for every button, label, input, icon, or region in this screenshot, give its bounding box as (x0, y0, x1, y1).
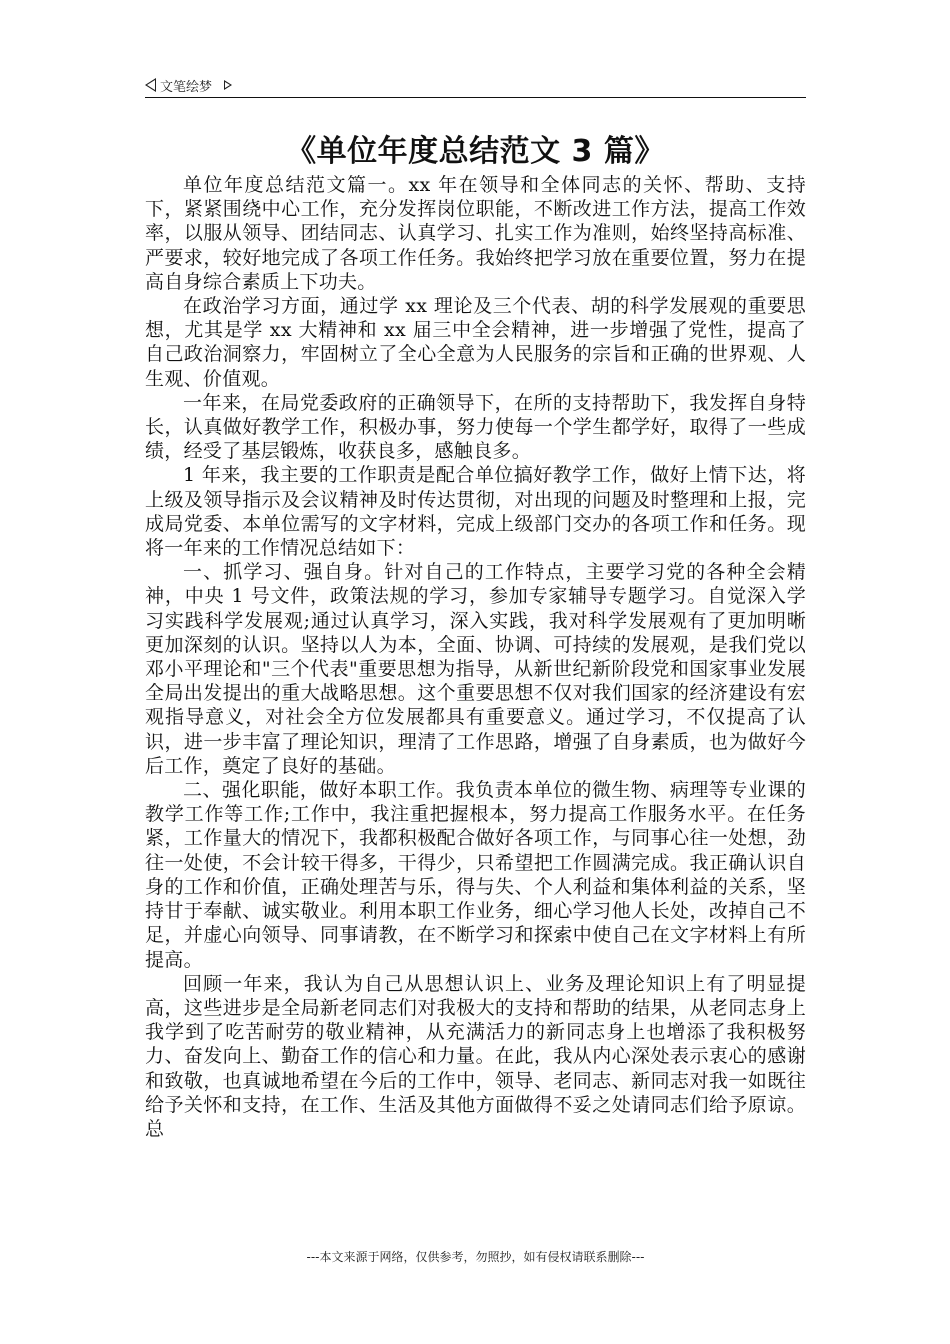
paragraph: 一、抓学习、强自身。针对自己的工作特点，主要学习党的各种全会精神，中央 1 号文件，政策法规的学习，参加专家辅导专题学习。自觉深入学习实践科学发展观;通过认真学习，深入实践，我对科学发展观有了更加明晰更加深刻的认识。坚持以人为本，全面、协调、可持续的发展观，是我们党以邓小平理论和"三个代表"重要思想为指导，从新世纪新阶段党和国家事业发展全局出发提出的重大战略思想。这个重要思想不仅对我们国家的经济建设有宏观指导意义，对社会全方位发展都具有重要意义。通过学习，不仅提高了认识，进一步丰富了理论知识，理清了工作思路，增强了自身素质，也为做好今后工作，奠定了良好的基础。 (145, 561, 806, 777)
footer-disclaimer: ---本文来源于网络，仅供参考，勿照抄，如有侵权请联系删除--- (306, 1250, 645, 1264)
triangle-left-icon (145, 78, 156, 92)
page-header (145, 74, 805, 96)
paragraph: 1 年来，我主要的工作职责是配合单位搞好教学工作，做好上情下达，将上级及领导指示及会议精神及时传达贯彻，对出现的问题及时整理和上报，完成局党委、本单位需写的文字材料，完成上级部门交办的各项工作和任务。现将一年来的工作情况总结如下： (145, 464, 806, 560)
header-divider (145, 97, 806, 98)
paragraph: 一年来，在局党委政府的正确领导下，在所的支持帮助下，我发挥自身特长，认真做好教学工作，积极办事，努力使每一个学生都学好，取得了一些成绩，经受了基层锻炼，收获良多，感触良多。 (145, 391, 806, 463)
paragraph: 二、强化职能，做好本职工作。我负责本单位的微生物、病理等专业课的教学工作等工作;工作中，我注重把握根本，努力提高工作服务水平。在任务紧，工作量大的情况下，我都积极配合做好各项工作，与同事心往一处想，劲往一处使，不会计较干得多，干得少，只希望把工作圆满完成。我正确认识自身的工作和价值，正确处理苦与乐，得与失、个人利益和集体利益的关系，坚持甘于奉献、诚实敬业。利用本职工作业务，细心学习他人长处，改掉自己不足，并虚心向领导、同事请教，在不断学习和探索中使自己在文字材料上有所提高。 (145, 779, 806, 971)
paragraph: 回顾一年来，我认为自己从思想认识上、业务及理论知识上有了明显提高，这些进步是全局新老同志们对我极大的支持和帮助的结果，从老同志身上我学到了吃苦耐劳的敬业精神，从充满活力的新同志身上也增添了我积极努力、奋发向上、勤奋工作的信心和力量。在此，我从内心深处表示衷心的感谢和致敬，也真诚地希望在今后的工作中，领导、老同志、新同志对我一如既往给予关怀和支持，在工作、生活及其他方面做得不妥之处请同志们给予原谅。总 (145, 972, 806, 1140)
document-title: 《单位年度总结范文 3 篇》 (286, 134, 665, 169)
paragraph: 单位年度总结范文篇一。xx 年在领导和全体同志的关怀、帮助、支持下，紧紧围绕中心工作，充分发挥岗位职能，不断改进工作方法，提高工作效率，以服从领导、团结同志、认真学习、扎实工作为准则，始终坚持高标准、严要求，较好地完成了各项工作任务。我始终把学习放在重要位置，努力在提高自身综合素质上下功夫。 (145, 174, 806, 293)
header-label: 文笔绘梦 (160, 79, 213, 95)
document-body (145, 173, 806, 1141)
paragraph: 在政治学习方面，通过学 xx 理论及三个代表、胡的科学发展观的重要思想，尤其是学 xx 大精神和 xx 届三中全会精神，进一步增强了党性，提高了自己政治洞察力，牢固树立了全心全意为人民服务的宗旨和正确的世界观、人生观、价值观。 (145, 295, 806, 390)
triangle-right-icon (224, 80, 232, 90)
